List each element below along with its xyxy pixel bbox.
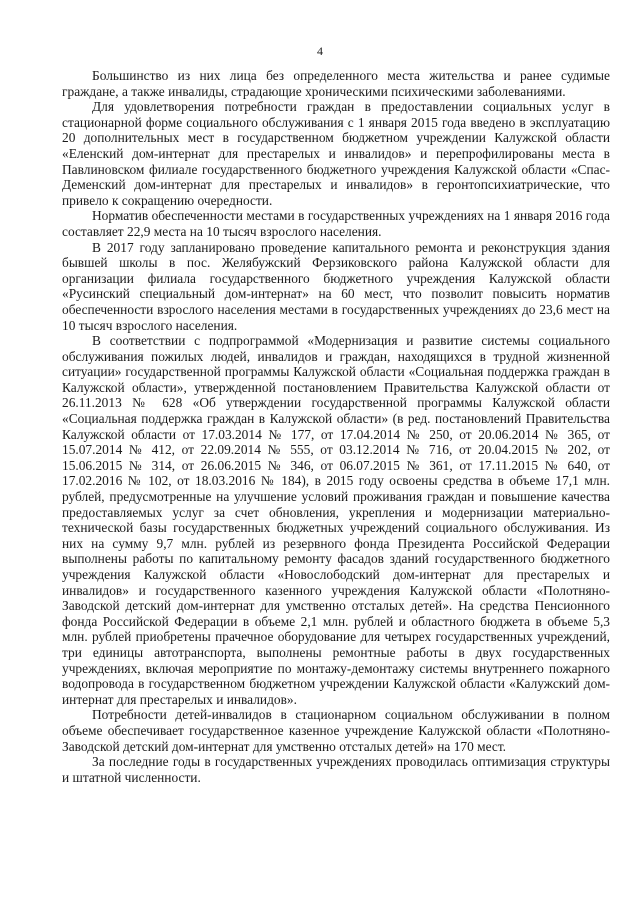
paragraph-3: Норматив обеспеченности местами в государственных учреждениях на 1 января 2016 года составляет 22,9 места на 10 тысяч взрослого населения. — [62, 208, 610, 239]
paragraph-2: Для удовлетворения потребности граждан в предоставлении социальных услуг в стационарной форме социального обслуживания с 1 января 2015 года введено в эксплуатацию 20 дополнительных мест в государственном бюджетном учреждении Калужской области «Еленский дом-интернат для престарелых и инвалидов» и перепрофилированы места в Павлиновском филиале государственного бюджетного учреждения Калужской области «Спас-Деменский дом-интернат для престарелых и инвалидов» в геронтопсихиатрические, что привело к сокращению очередности. — [62, 99, 610, 208]
paragraph-4: В 2017 году запланировано проведение капитального ремонта и реконструкция здания бывшей школы в пос. Желябужский Ферзиковского района Калужской области для организации филиала государственного бюджетного учреждения Калужской области «Русинский специальный дом-интернат» на 60 мест, что позволит повысить норматив обеспеченности взрослого населения местами в государственных учреждениях до 23,6 мест на 10 тысяч взрослого населения. — [62, 239, 610, 333]
paragraph-7: За последние годы в государственных учреждениях проводилась оптимизация структуры и штатной численности. — [62, 754, 610, 785]
paragraph-1: Большинство из них лица без определенного места жительства и ранее судимые граждане, а также инвалиды, страдающие хроническими психическими заболеваниями. — [62, 68, 610, 99]
document-body — [62, 68, 610, 785]
paragraph-6: Потребности детей-инвалидов в стационарном социальном обслуживании в полном объеме обеспечивает государственное казенное учреждение Калужской области «Полотняно-Заводской детский дом-интернат для умственно отсталых детей» на 170 мест. — [62, 707, 610, 754]
page-number: 4 — [317, 44, 323, 58]
paragraph-5: В соответствии с подпрограммой «Модернизация и развитие системы социального обслуживания пожилых людей, инвалидов и граждан, находящихся в трудной жизненной ситуации» государственной программы Калужской области «Социальная поддержка граждан в Калужской области», утвержденной постановлением Правительства Калужской области от 26.11.2013 № 628 «Об утверждении государственной программы Калужской области «Социальная поддержка граждан в Калужской области» (в ред. постановлений Правительства Калужской области от 17.03.2014 № 177, от 17.04.2014 № 250, от 20.06.2014 № 365, от 15.07.2014 № 412, от 22.09.2014 № 555, от 03.12.2014 № 716, от 20.04.2015 № 202, от 15.06.2015 № 314, от 26.06.2015 № 346, от 06.07.2015 № 361, от 17.11.2015 № 640, от 17.02.2016 № 102, от 18.03.2016 № 184), в 2015 году освоены средства в объеме 17,1 млн. рублей, предусмотренные на улучшение условий проживания граждан и повышение качества предоставляемых услуг за счет обновления, укрепления и модернизации материально-технической базы государственных бюджетных учреждений социального обслуживания. Из них на сумму 9,7 млн. рублей из резервного фонда Президента Российской Федерации выполнены работы по капитальному ремонту фасадов зданий государственного бюджетного учреждения Калужской области «Новослободский дом-интернат для престарелых и инвалидов» и государственного казенного учреждения Калужской области «Полотняно-Заводской детский дом-интернат для умственно отсталых детей». На средства Пенсионного фонда Российской Федерации в объеме 2,1 млн. рублей и областного бюджета в объеме 5,3 млн. рублей приобретены прачечное оборудование для четырех государственных учреждений, три единицы автотранспорта, выполнены ремонтные работы в двух государственных учреждениях, включая мероприятие по монтажу-демонтажу системы внутреннего пожарного водопровода в государственном бюджетном учреждении Калужской области «Калужский дом-интернат для престарелых и инвалидов». — [62, 333, 610, 707]
